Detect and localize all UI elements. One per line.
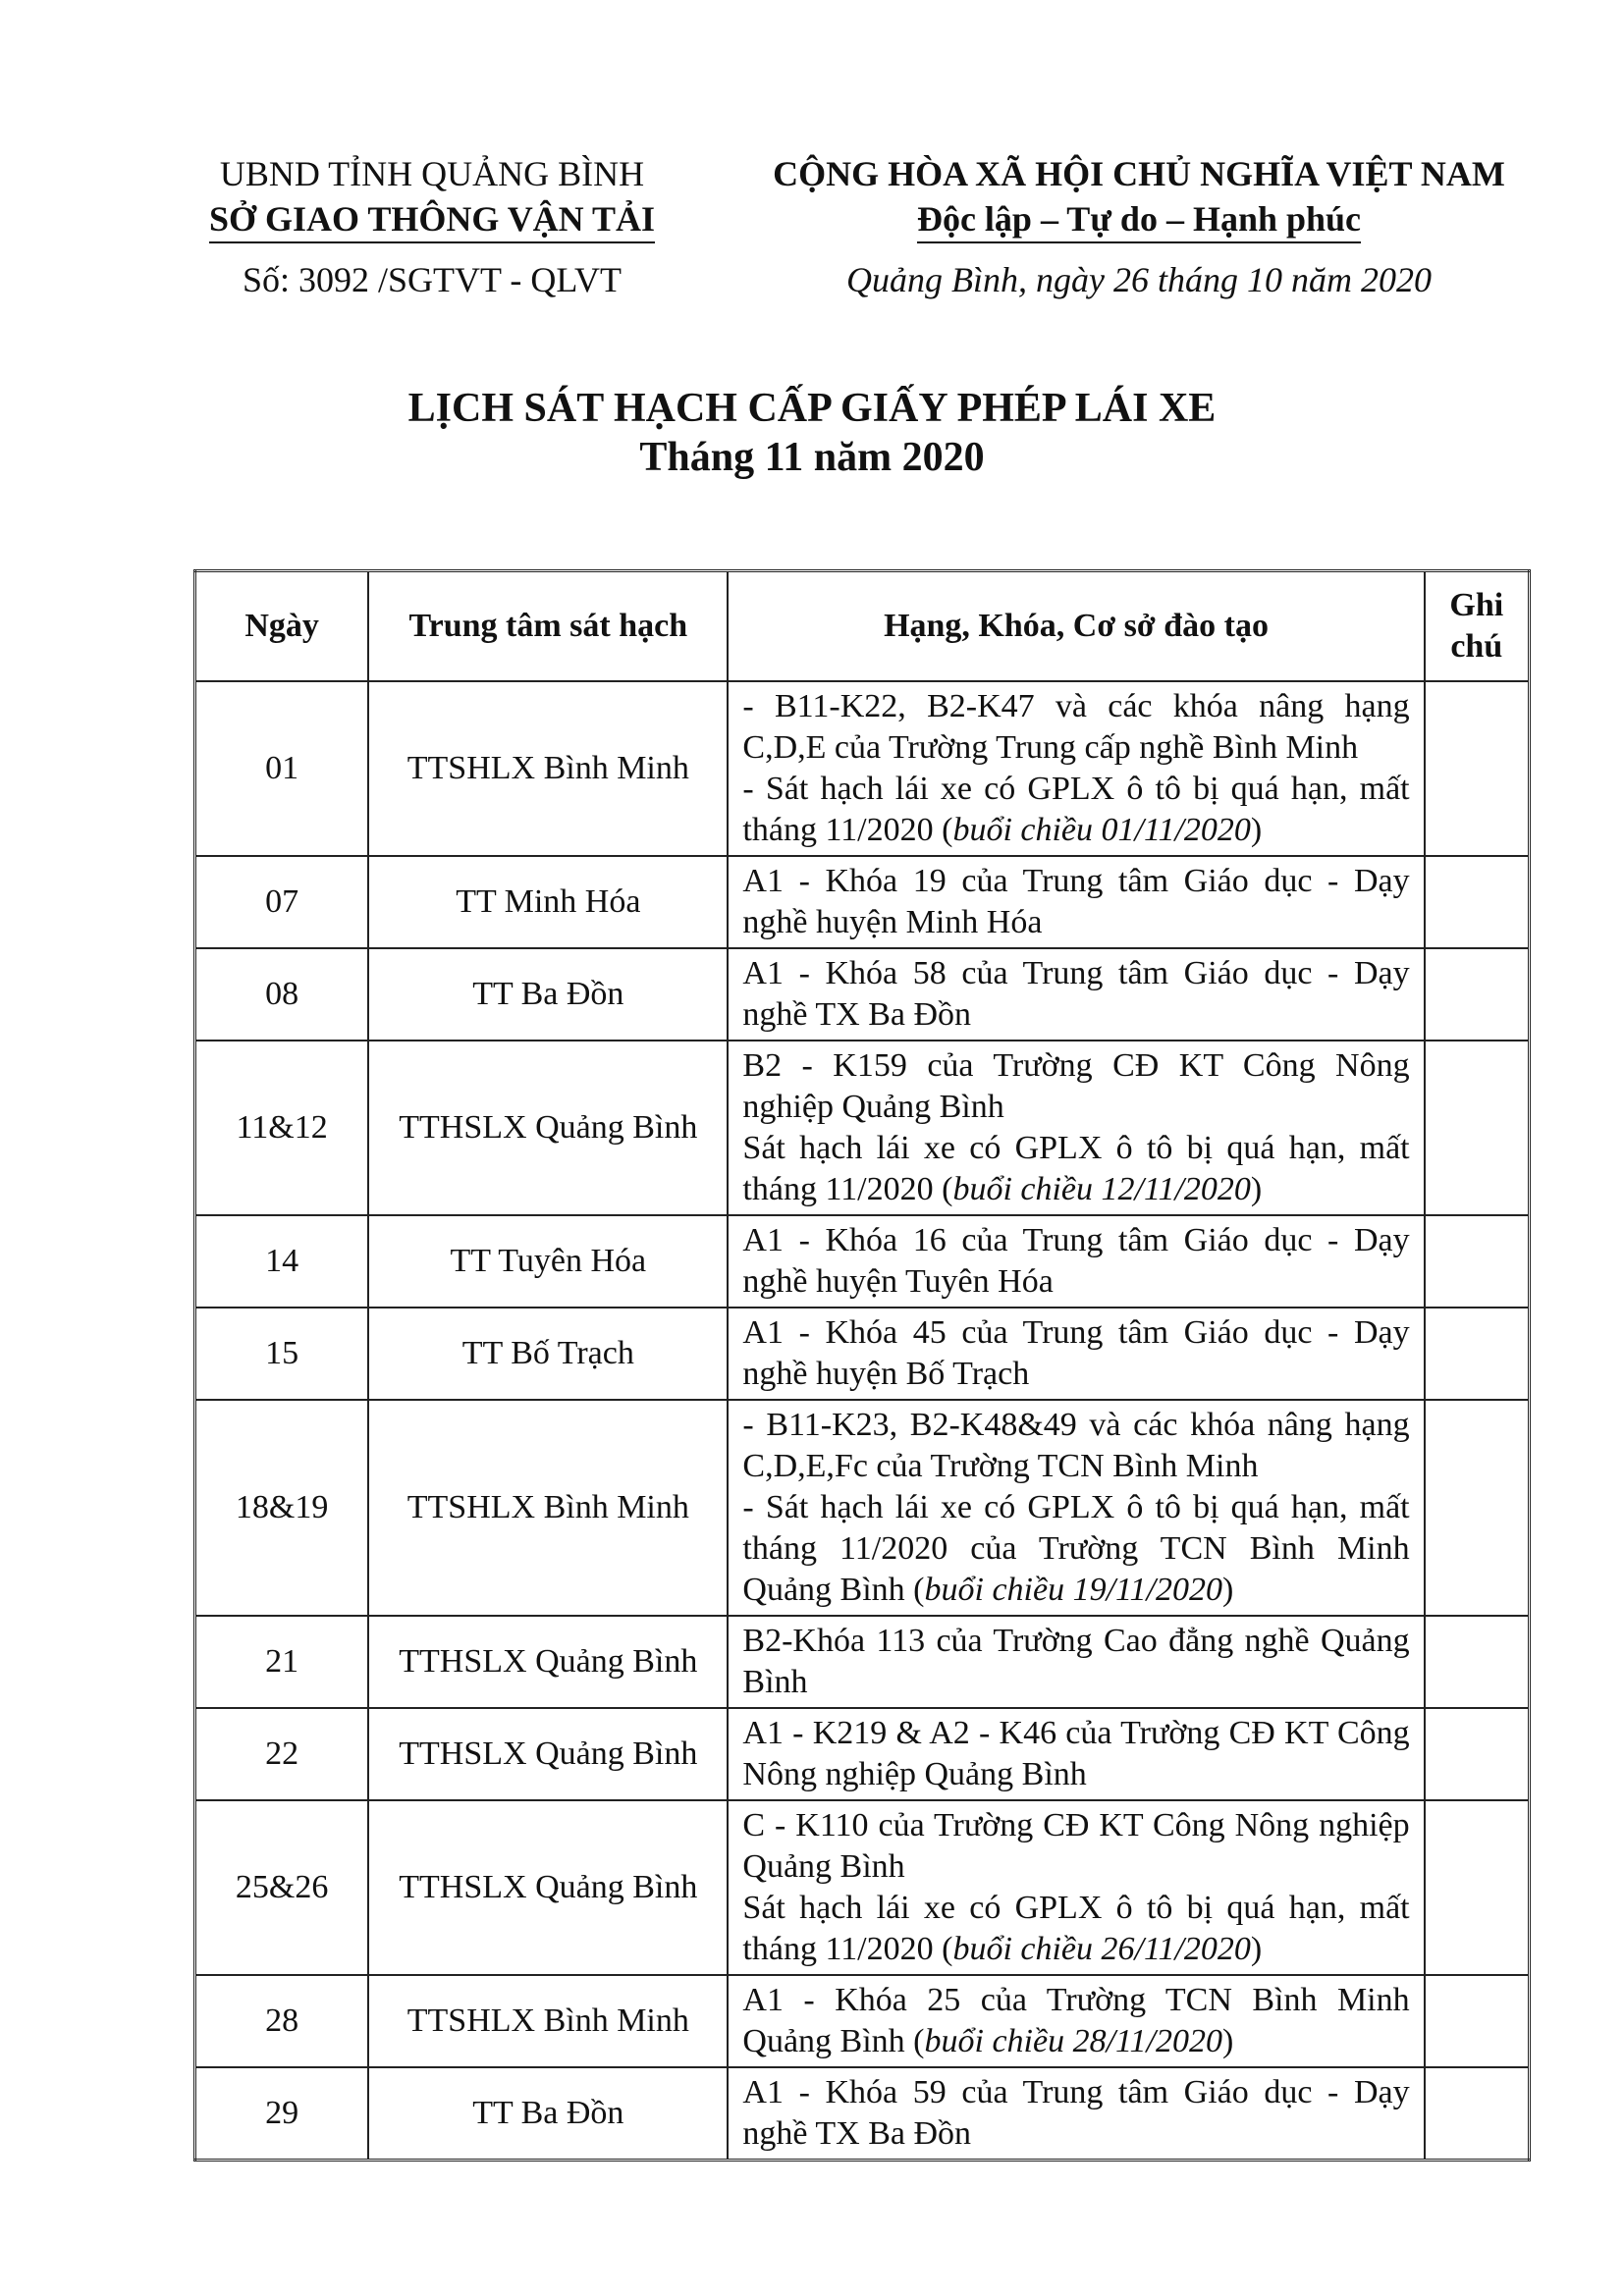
- cell-note: [1425, 856, 1530, 948]
- cell-test-center: TTHSLX Quảng Bình: [368, 1708, 728, 1800]
- cell-day: 01: [195, 681, 369, 856]
- column-header-day: Ngày: [195, 571, 369, 682]
- detail-text: - B11-K22, B2-K47 và các khóa nâng hạng C,D,E của Trường Trung cấp nghề Bình Minh: [742, 688, 1410, 766]
- cell-test-center: TTSHLX Bình Minh: [368, 1400, 728, 1616]
- detail-text: A1 - Khóa 59 của Trung tâm Giáo dục - Dạy nghề TX Ba Đồn: [742, 2074, 1410, 2152]
- cell-test-center: TTHSLX Quảng Bình: [368, 1616, 728, 1708]
- detail-session-note: buổi chiều 19/11/2020: [924, 1572, 1222, 1608]
- detail-text: Sát hạch lái xe có GPLX ô tô bị quá hạn, mất tháng 11/2020 (: [742, 1890, 1410, 1967]
- detail-text: A1 - Khóa 58 của Trung tâm Giáo dục - Dạy nghề TX Ba Đồn: [742, 955, 1410, 1033]
- table-row: [195, 1708, 1530, 1800]
- detail-session-note: buổi chiều 28/11/2020: [924, 2023, 1222, 2059]
- table-row: [195, 948, 1530, 1041]
- cell-course-details: [728, 1400, 1424, 1616]
- cell-day: 15: [195, 1308, 369, 1400]
- cell-note: [1425, 1041, 1530, 1215]
- cell-test-center: TT Tuyên Hóa: [368, 1215, 728, 1308]
- cell-course-details: [728, 1616, 1424, 1708]
- detail-text: C - K110 của Trường CĐ KT Công Nông nghiệp Quảng Bình: [742, 1807, 1410, 1885]
- cell-note: [1425, 1708, 1530, 1800]
- national-motto: Độc lập – Tự do – Hạnh phúc: [917, 198, 1361, 243]
- detail-session-note: buổi chiều 26/11/2020: [952, 1931, 1251, 1967]
- detail-text: A1 - Khóa 19 của Trung tâm Giáo dục - Dạy nghề huyện Minh Hóa: [742, 863, 1410, 940]
- cell-course-details: [728, 681, 1424, 856]
- detail-line: [742, 1980, 1409, 2062]
- cell-note: [1425, 1308, 1530, 1400]
- detail-text: Sát hạch lái xe có GPLX ô tô bị quá hạn, mất tháng 11/2020 (: [742, 1130, 1410, 1207]
- table-row: [195, 1616, 1530, 1708]
- cell-note: [1425, 1215, 1530, 1308]
- cell-test-center: TTSHLX Bình Minh: [368, 681, 728, 856]
- table-row: [195, 2067, 1530, 2161]
- table-row: [195, 1800, 1530, 1975]
- cell-course-details: [728, 1215, 1424, 1308]
- issuer-department: SỞ GIAO THÔNG VẬN TẢI: [209, 198, 655, 243]
- table-row: [195, 1400, 1530, 1616]
- cell-test-center: TT Ba Đồn: [368, 2067, 728, 2161]
- cell-test-center: TTHSLX Quảng Bình: [368, 1041, 728, 1215]
- cell-day: 28: [195, 1975, 369, 2067]
- table-body: [195, 681, 1530, 2161]
- table-row: [195, 856, 1530, 948]
- detail-line: [742, 1487, 1409, 1611]
- cell-course-details: [728, 1708, 1424, 1800]
- cell-note: [1425, 948, 1530, 1041]
- detail-line: [742, 1312, 1409, 1395]
- detail-text-closing: ): [1221, 1572, 1234, 1608]
- detail-line: [742, 686, 1409, 769]
- cell-day: 22: [195, 1708, 369, 1800]
- detail-text: - B11-K23, B2-K48&49 và các khóa nâng hạng C,D,E,Fc của Trường TCN Bình Minh: [742, 1407, 1410, 1484]
- detail-text: B2 - K159 của Trường CĐ KT Công Nông nghiệp Quảng Bình: [742, 1047, 1410, 1125]
- cell-day: 11&12: [195, 1041, 369, 1215]
- cell-course-details: [728, 948, 1424, 1041]
- cell-note: [1425, 681, 1530, 856]
- cell-day: 21: [195, 1616, 369, 1708]
- cell-day: 29: [195, 2067, 369, 2161]
- column-header-note: Ghi chú: [1425, 571, 1530, 682]
- table-row: [195, 1041, 1530, 1215]
- document-title: LỊCH SÁT HẠCH CẤP GIẤY PHÉP LÁI XE: [407, 386, 1217, 431]
- detail-line: [742, 1805, 1409, 1888]
- detail-line: [742, 1621, 1409, 1703]
- detail-line: [742, 1128, 1409, 1210]
- detail-line: [742, 2072, 1409, 2155]
- detail-line: [742, 1220, 1409, 1303]
- cell-note: [1425, 1400, 1530, 1616]
- detail-session-note: buổi chiều 01/11/2020: [952, 812, 1251, 848]
- cell-day: 07: [195, 856, 369, 948]
- cell-day: 25&26: [195, 1800, 369, 1975]
- detail-line: [742, 861, 1409, 943]
- cell-day: 14: [195, 1215, 369, 1308]
- table-row: [195, 681, 1530, 856]
- cell-test-center: TTHSLX Quảng Bình: [368, 1800, 728, 1975]
- detail-text: - Sát hạch lái xe có GPLX ô tô bị quá hạn, mất tháng 11/2020 của Trường TCN Bình Minh Quảng Bình (: [742, 1489, 1410, 1608]
- detail-text: A1 - Khóa 45 của Trung tâm Giáo dục - Dạy nghề huyện Bố Trạch: [742, 1314, 1410, 1392]
- detail-text-closing: ): [1250, 1931, 1263, 1967]
- cell-course-details: [728, 1800, 1424, 1975]
- table-row: [195, 1215, 1530, 1308]
- table-row: [195, 1308, 1530, 1400]
- document-number: Số: 3092 /SGTVT - QLVT: [242, 260, 623, 299]
- cell-course-details: [728, 1975, 1424, 2067]
- detail-text-closing: ): [1221, 2023, 1234, 2059]
- detail-text: A1 - Khóa 16 của Trung tâm Giáo dục - Dạy nghề huyện Tuyên Hóa: [742, 1222, 1410, 1300]
- detail-line: [742, 1713, 1409, 1795]
- cell-note: [1425, 1800, 1530, 1975]
- document-subtitle: Tháng 11 năm 2020: [639, 435, 985, 480]
- detail-line: [742, 1405, 1409, 1487]
- table-header-row: [195, 571, 1530, 682]
- cell-test-center: TT Ba Đồn: [368, 948, 728, 1041]
- cell-test-center: TTSHLX Bình Minh: [368, 1975, 728, 2067]
- detail-line: [742, 769, 1409, 851]
- detail-line: [742, 1888, 1409, 1970]
- country-name: CỘNG HÒA XÃ HỘI CHỦ NGHĨA VIỆT NAM: [773, 154, 1505, 193]
- cell-course-details: [728, 1041, 1424, 1215]
- detail-text-closing: ): [1250, 812, 1263, 848]
- cell-test-center: TT Minh Hóa: [368, 856, 728, 948]
- cell-course-details: [728, 856, 1424, 948]
- detail-text-closing: ): [1250, 1171, 1263, 1207]
- detail-text: B2-Khóa 113 của Trường Cao đẳng nghề Quảng Bình: [742, 1623, 1410, 1700]
- place-and-date: Quảng Bình, ngày 26 tháng 10 năm 2020: [846, 260, 1432, 299]
- cell-test-center: TT Bố Trạch: [368, 1308, 728, 1400]
- cell-day: 18&19: [195, 1400, 369, 1616]
- column-header-center: Trung tâm sát hạch: [368, 571, 728, 682]
- detail-text: - Sát hạch lái xe có GPLX ô tô bị quá hạn, mất tháng 11/2020 (: [742, 771, 1410, 848]
- exam-schedule-table: [193, 569, 1531, 2162]
- cell-note: [1425, 2067, 1530, 2161]
- table-row: [195, 1975, 1530, 2067]
- detail-session-note: buổi chiều 12/11/2020: [952, 1171, 1251, 1207]
- cell-note: [1425, 1975, 1530, 2067]
- cell-note: [1425, 1616, 1530, 1708]
- issuer-authority: UBND TỈNH QUẢNG BÌNH: [219, 154, 645, 193]
- cell-course-details: [728, 1308, 1424, 1400]
- detail-line: [742, 953, 1409, 1036]
- column-header-details: Hạng, Khóa, Cơ sở đào tạo: [728, 571, 1424, 682]
- cell-course-details: [728, 2067, 1424, 2161]
- detail-text: A1 - K219 & A2 - K46 của Trường CĐ KT Công Nông nghiệp Quảng Bình: [742, 1715, 1410, 1792]
- cell-day: 08: [195, 948, 369, 1041]
- detail-line: [742, 1045, 1409, 1128]
- detail-text: A1 - Khóa 25 của Trường TCN Bình Minh Quảng Bình (: [742, 1982, 1410, 2059]
